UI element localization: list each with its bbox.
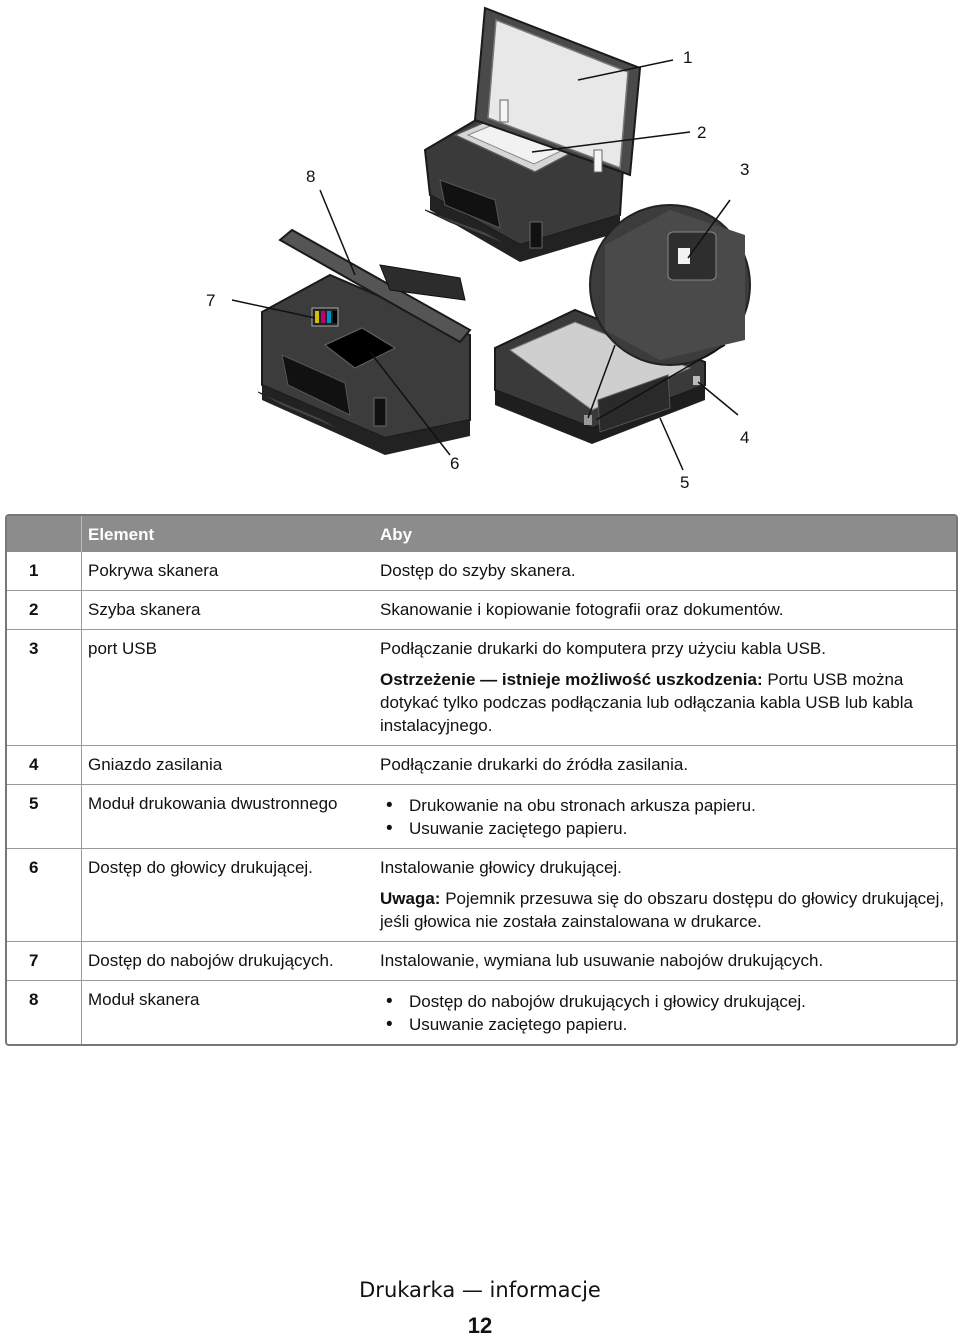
printer-illustration xyxy=(0,0,960,500)
warning-note xyxy=(380,668,950,737)
callout-2: 2 xyxy=(697,123,707,142)
table-row xyxy=(7,980,956,1044)
page-number: 12 xyxy=(467,1313,493,1338)
row-purpose-cell xyxy=(374,629,956,745)
table-row xyxy=(7,590,956,629)
purpose-bullet-list xyxy=(380,794,950,840)
callout-3: 3 xyxy=(740,160,750,179)
row-purpose-cell xyxy=(374,784,956,848)
callout-1: 1 xyxy=(683,48,693,67)
footer-section-title: Drukarka — informacje xyxy=(359,1278,601,1302)
table-header-row xyxy=(7,516,956,552)
row-element: Moduł skanera xyxy=(82,980,374,1044)
printer-scanner-unit-open xyxy=(258,230,470,455)
table-row xyxy=(7,629,956,745)
row-purpose-cell xyxy=(374,848,956,941)
table-row xyxy=(7,552,956,590)
header-purpose: Aby xyxy=(374,516,956,552)
row-purpose: Podłączanie drukarki do komputera przy użyciu kabla USB. xyxy=(380,639,826,658)
row-element: Szyba skanera xyxy=(82,590,374,629)
row-purpose: Dostęp do szyby skanera. xyxy=(380,561,576,580)
callout-8: 8 xyxy=(306,167,316,186)
row-element: port USB xyxy=(82,629,374,745)
row-number: 5 xyxy=(7,784,82,848)
purpose-bullet: • Usuwanie zaciętego papieru. xyxy=(380,817,950,840)
header-element: Element xyxy=(82,516,374,552)
row-purpose: Instalowanie, wymiana lub usuwanie nabojów drukujących. xyxy=(374,941,956,980)
table-row xyxy=(7,745,956,784)
table-row xyxy=(7,848,956,941)
purpose-bullet-list xyxy=(380,990,950,1036)
warning-label: Ostrzeżenie — istnieje możliwość uszkodzenia: xyxy=(380,670,763,689)
table-row xyxy=(7,784,956,848)
header-number xyxy=(7,516,82,552)
callout-5: 5 xyxy=(680,473,690,492)
row-number: 7 xyxy=(7,941,82,980)
row-element: Moduł drukowania dwustronnego xyxy=(82,784,374,848)
purpose-bullet: • Drukowanie na obu stronach arkusza papieru. xyxy=(380,794,950,817)
row-purpose: Podłączanie drukarki do źródła zasilania. xyxy=(374,745,956,784)
row-element: Dostęp do głowicy drukującej. xyxy=(82,848,374,941)
callout-7: 7 xyxy=(206,291,216,310)
row-purpose: Skanowanie i kopiowanie fotografii oraz dokumentów. xyxy=(374,590,956,629)
row-element: Gniazdo zasilania xyxy=(82,745,374,784)
row-purpose-cell xyxy=(374,980,956,1044)
row-element: Dostęp do nabojów drukujących. xyxy=(82,941,374,980)
note-label: Uwaga: xyxy=(380,889,441,908)
row-number: 4 xyxy=(7,745,82,784)
row-number: 8 xyxy=(7,980,82,1044)
note-text: Pojemnik przesuwa się do obszaru dostępu do głowicy drukującej, jeśli głowica nie została zainstalowana w drukarce. xyxy=(380,889,945,931)
purpose-bullet: • Dostęp do nabojów drukujących i głowicy drukującej. xyxy=(380,990,950,1013)
row-purpose: Instalowanie głowicy drukującej. xyxy=(380,858,622,877)
row-number: 1 xyxy=(7,552,82,590)
table-row xyxy=(7,941,956,980)
callout-6: 6 xyxy=(450,454,460,473)
row-number: 6 xyxy=(7,848,82,941)
warning-text: Portu USB można dotykać tylko podczas podłączania lub odłączania kabla USB lub kabla instalacyjnego. xyxy=(380,670,913,735)
printer-scanner-lid-open xyxy=(425,8,640,262)
row-number: 3 xyxy=(7,629,82,745)
purpose-bullet: • Usuwanie zaciętego papieru. xyxy=(380,1013,950,1036)
row-element: Pokrywa skanera xyxy=(88,561,219,580)
row-number: 2 xyxy=(7,590,82,629)
printer-parts-table xyxy=(5,514,958,1046)
note xyxy=(380,887,950,933)
callout-4: 4 xyxy=(740,428,750,447)
